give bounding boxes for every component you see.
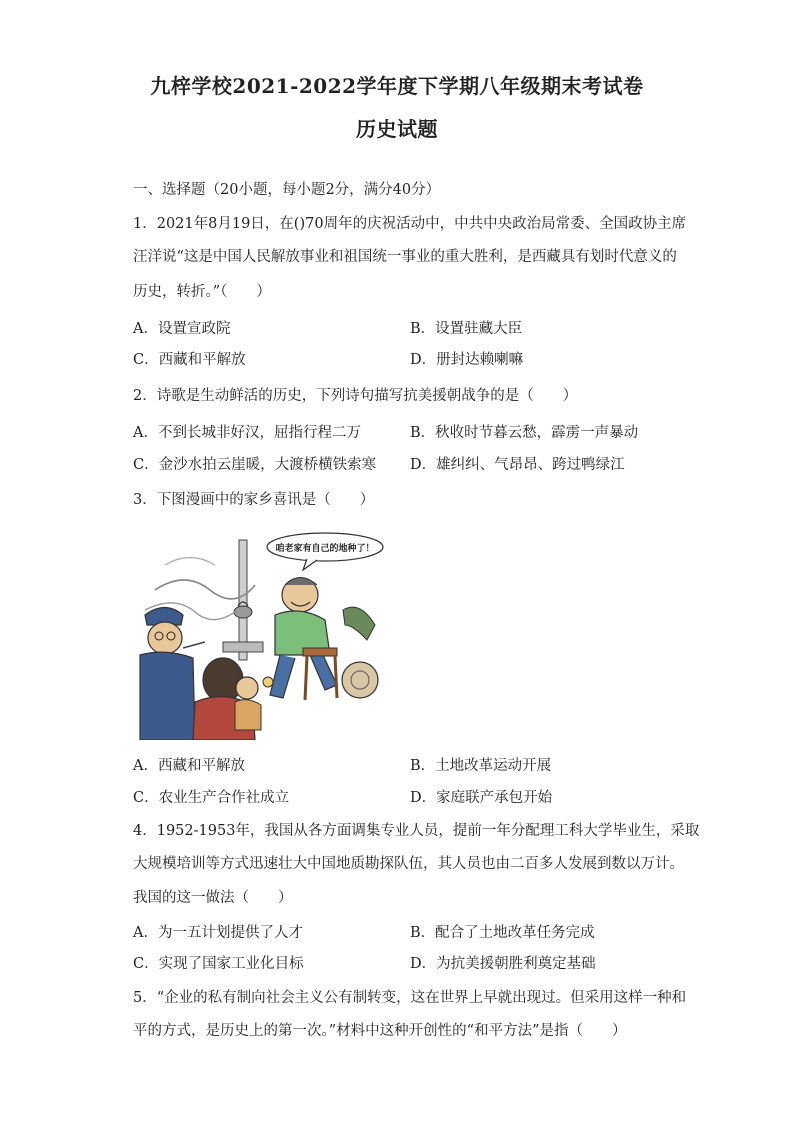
option-b: B．秋收时节暮云愁，霹雳一声暴动 [410,425,639,441]
option-b: B．配合了土地改革任务完成 [410,925,595,941]
question-text-line: 2．诗歌是生动鲜活的历史，下列诗句描写抗美援朝战争的是（ ） [133,388,578,404]
question-text-line: 4．1952-1953年，我国从各方面调集专业人员，提前一年分配理工科大学毕业生，采取 [133,823,700,839]
question-text-line: 我国的这一做法（ ） [133,890,293,906]
option-c: C．金沙水拍云崖暖，大渡桥横铁索寒 [133,457,377,473]
question-text-line: 历史，转折。”（ ） [133,284,271,300]
option-c: C．农业生产合作社成立 [133,790,290,806]
question-text-line: 汪洋说“这是中国人民解放事业和祖国统一事业的重大胜利，是西藏具有划时代意义的 [133,249,677,265]
question-text-line: 3．下图漫画中的家乡喜讯是（ ） [133,492,375,508]
option-a: A．设置宣政院 [133,321,231,337]
question-text-line: 5．“企业的私有制向社会主义公有制转变，这在世界上早就出现过。但采用这样一种和 [133,990,687,1006]
option-b: B．设置驻藏大臣 [410,321,523,337]
option-a: A．为一五计划提供了人才 [133,925,303,941]
exam-subtitle: 历史试题 [356,117,438,141]
speech-bubble-text: 咱老家有自己的地种了！ [275,544,375,554]
option-d: D．雄纠纠、气昂昂、跨过鸭绿江 [410,457,625,473]
exam-title: 九梓学校2021-2022学年度下学期八年级期末考试卷 [150,74,644,98]
option-d: D．家庭联产承包开始 [410,790,553,806]
option-d: D．为抗美援朝胜利奠定基础 [410,956,596,972]
question-text-line: 1．2021年8月19日，在()70周年的庆祝活动中，中共中央政治局常委、全国政协主席 [133,216,687,232]
question-text-line: 平的方式，是历史上的第一次。”材料中这种开创性的“和平方法”是指（ ） [133,1023,627,1039]
option-b: B．土地改革运动开展 [410,758,552,774]
option-c: C．实现了国家工业化目标 [133,956,304,972]
section-heading: 一、选择题（20小题，每小题2分，满分40分） [133,182,441,198]
option-a: A．不到长城非好汉，屈指行程二万 [133,425,361,441]
option-d: D．册封达赖喇嘛 [410,352,524,368]
cartoon-image [135,530,385,740]
question-text-line: 大规模培训等方式迅速壮大中国地质勘探队伍，其人员也由二百多人发展到数以万计。 [133,856,684,872]
option-a: A．西藏和平解放 [133,758,245,774]
option-c: C．西藏和平解放 [133,352,246,368]
